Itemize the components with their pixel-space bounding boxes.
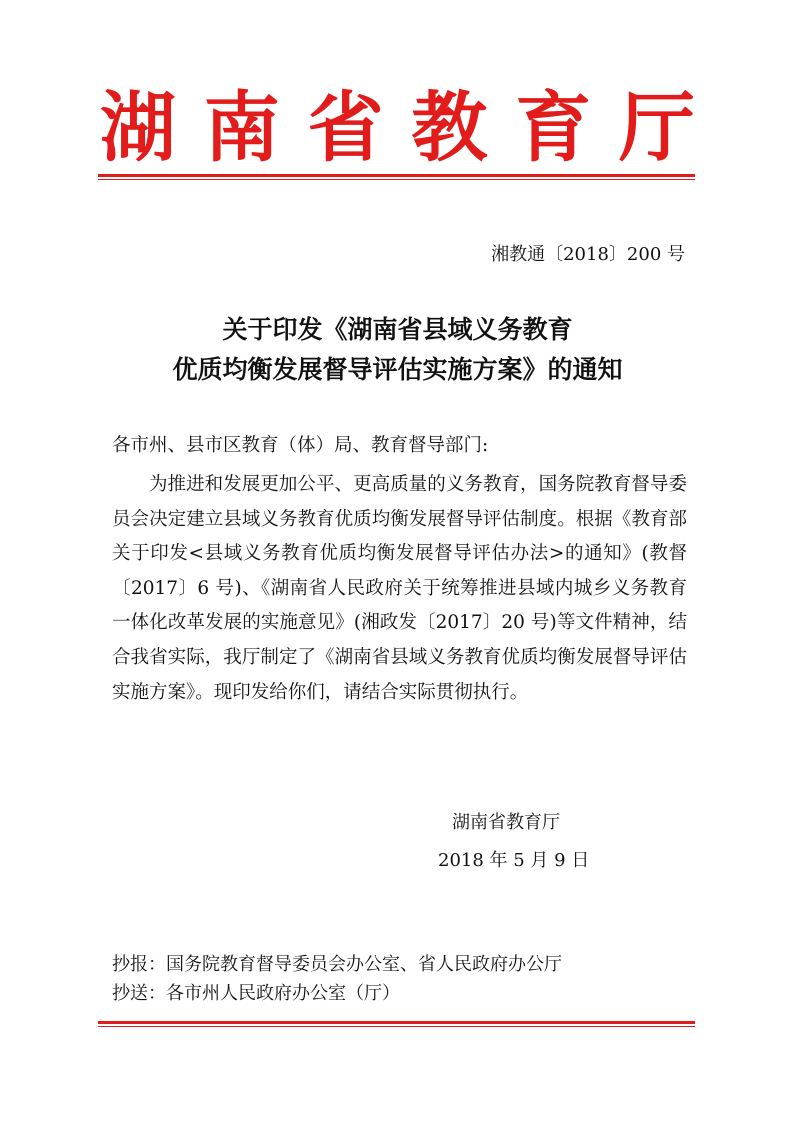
masthead-char: 湖 [100,83,176,172]
signature-date: 2018 年 5 月 9 日 [438,850,590,871]
header-divider [98,174,695,180]
masthead-char: 育 [515,83,592,172]
footer-divider [98,1021,695,1027]
title-line-1: 关于印发《湖南省县域义务教育 [222,315,573,344]
cc-report: 抄报：国务院教育督导委员会办公室、省人民政府办公厅 [112,954,562,975]
masthead-char: 厅 [618,83,695,172]
document-number: 湘教通〔2018〕200 号 [491,244,685,265]
cc-send: 抄送：各市州人民政府办公室（厅） [112,983,400,1004]
body-text: 为推进和发展更加公平、更高质量的义务教育，国务院教育督导委员会决定建立县域义务教育优质均衡发展督导评估制度。根据《教育部关于印发<县域义务教育优质均衡发展督导评估办法>的通知》(教督〔2017〕6 号)、《湖南省人民政府关于统筹推进县域内城乡义务教育一体化改革发展的实施意见》(湘政发〔2017〕20 号)等文件精神，结合我省实际，我厅制定了《湖南省县域义务教育优质均衡发展督导评估实施方案》。现印发给你们，请结合实际贯彻执行。 [112,474,687,703]
body-paragraph [112,468,687,710]
masthead [100,82,695,174]
signature-org: 湖南省教育厅 [452,812,560,833]
masthead-char: 教 [411,83,488,172]
masthead-char: 南 [203,83,280,172]
salutation: 各市州、县市区教育（体）局、教育督导部门: [112,435,489,456]
title-line-2: 优质均衡发展督导评估实施方案》的通知 [172,355,623,384]
masthead-char: 省 [307,83,384,172]
